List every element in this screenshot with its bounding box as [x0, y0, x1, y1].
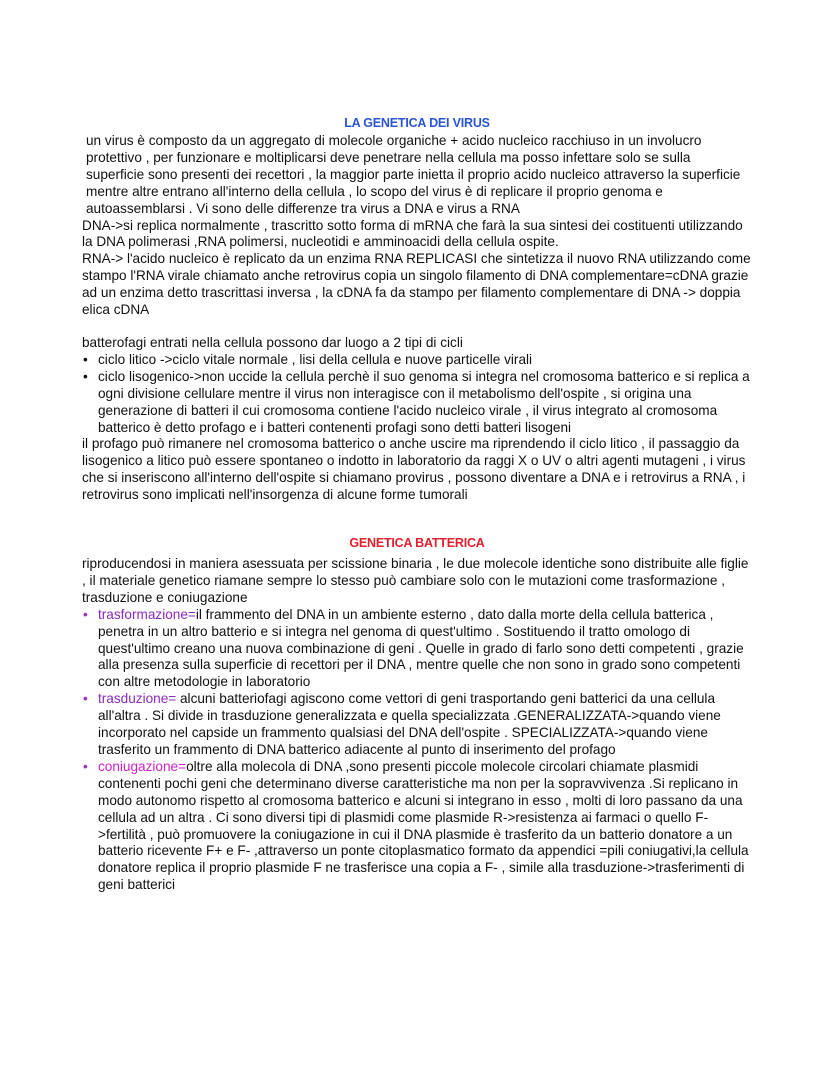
cycle-list — [82, 352, 752, 437]
list-item — [82, 691, 752, 759]
term-trasformazione: trasformazione= — [98, 606, 196, 622]
virus-intro-paragraph: un virus è composto da un aggregato di molecole organiche + acido nucleico racchiuso in un involucro protettivo , per funzionare e moltiplicarsi deve penetrare nella cellula ma posso infettare solo se sulla superficie sono presenti dei recettori , la maggior parte inietta il proprio acido nucleico attraverso la superficie mentre altre entrano all'interno della cellula , lo scopo del virus è di replicare il proprio genoma e autoassemblarsi . Vi sono delle differenze tra virus a DNA e virus a RNA — [86, 133, 741, 216]
mechanism-list — [82, 607, 752, 894]
list-item-text: il frammento del DNA in un ambiente esterno , dato dalla morte della cellula batterica , penetra in un altro batterio e si integra nel genoma di quest'ultimo . Sostituendo il tratto omologo di quest'ultimo creano una nuova combinazione di geni . Quelle in grado di farlo sono detti competenti , grazie alla presenza sulla superficie di recettori per il DNA , mentre quelle che non sono in grado sono competenti con altre metodologie in laboratorio — [98, 606, 744, 690]
list-item-text: ciclo litico ->ciclo vitale normale , lisi della cellula e nuove particelle virali — [98, 351, 533, 367]
list-item-text: ciclo lisogenico->non uccide la cellula perchè il suo genoma si integra nel cromosoma batterico e si replica a ogni divisione cellulare mentre il virus non interagisce con il metabolismo dell'ospite , si origina una generazione di batteri il cui cromosoma contiene l'acido nucleico virale , il virus integrato al cromosoma batterico è detto profago e i batteri contenenti profagi sono detti batteri lisogeni — [98, 368, 750, 435]
term-coniugazione: coniugazione= — [98, 758, 187, 774]
list-item-text: alcuni batteriofagi agiscono come vettori di geni trasportando geni batterici da una cellula all'altra . Si divide in trasduzione generalizzata e quella specializzata .GENERALIZZATA->quando viene incorporato nel capside un frammento qualsiasi del DNA dell'ospite . SPECIALIZZATA->quando viene trasferito un frammento di DNA batterico adiacente al punto di inserimento del profago — [98, 691, 721, 757]
section-title-virus: LA GENETICA DEI VIRUS — [344, 116, 490, 130]
bullet-glyph: • — [83, 351, 88, 367]
dna-virus-paragraph: DNA->si replica normalmente , trascritto sotto forma di mRNA che farà la sua sintesi dei costituenti utilizzando la DNA polimerasi ,RNA polimersi, nucleotidi e amminoacidi della cellula ospite. — [82, 217, 743, 250]
bacteriophage-paragraph: batterofagi entrati nella cellula possono dar luogo a 2 tipi di cicli — [82, 334, 463, 350]
term-trasduzione: trasduzione= — [98, 691, 177, 707]
section-title-bacterial: GENETICA BATTERICA — [349, 536, 485, 551]
bullet-glyph: • — [83, 368, 88, 384]
rna-virus-paragraph: RNA-> l'acido nucleico è replicato da un enzima RNA REPLICASI che sintetizza il nuovo RNA utilizzando come stampo l'RNA virale chiamato anche retrovirus copia un singolo filamento di DNA complementare=cDNA grazie ad un enzima detto trascrittasi inversa , la cDNA fa da stampo per filamento complementare di DNA -> doppia elica cDNA — [82, 251, 751, 318]
bacterial-intro-paragraph: riproducendosi in maniera asessuata per scissione binaria , le due molecole identiche sono distribuite alle figlie , il materiale genetico riamane sempre lo stesso può cambiare solo con le mutazioni come trasformazione , trasduzione e coniugazione — [82, 556, 749, 605]
list-item — [82, 369, 752, 437]
prophage-paragraph: il profago può rimanere nel cromosoma batterico o anche uscire ma riprendendo il ciclo litico , il passaggio da lisogenico a litico può essere spontaneo o indotto in laboratorio da raggi X o UV o altri agenti mutageni , i virus che si inseriscono all'interno dell'ospite si chiamano provirus , possono diventare a DNA e i retrovirus a RNA , i retrovirus sono implicati nell'insorgenza di alcune forme tumorali — [82, 436, 746, 503]
list-item — [82, 759, 752, 894]
list-item — [82, 352, 752, 369]
document-page — [82, 116, 752, 894]
bullet-glyph: • — [83, 691, 88, 707]
bullet-glyph: • — [83, 606, 88, 622]
list-item-text: oltre alla molecola di DNA ,sono presenti piccole molecole circolari chiamate plasmidi contenenti pochi geni che determinano diverse caratteristiche ma non per la sopravvivenza .Si replicano in modo autonomo rispetto al cromosoma batterico e alcuni si integrano in esso , molti di loro passano da una cellula ad un altra . Ci sono diversi tipi di plasmidi come plasmide R->resistenza ai farmaci o quello F->fertilità , può promuovere la coniugazione in cui il DNA plasmide è trasferito da un batterio donatore a un batterio ricevente F+ e F- ,attraverso un ponte citoplasmatico formato da appendici =pili coniugativi,la cellula donatore replica il proprio plasmide F ne trasferisce una copia a F- , simile alla trasduzione->trasferimenti di geni batterici — [98, 758, 749, 893]
list-item — [82, 607, 752, 692]
bullet-glyph: • — [83, 758, 88, 774]
